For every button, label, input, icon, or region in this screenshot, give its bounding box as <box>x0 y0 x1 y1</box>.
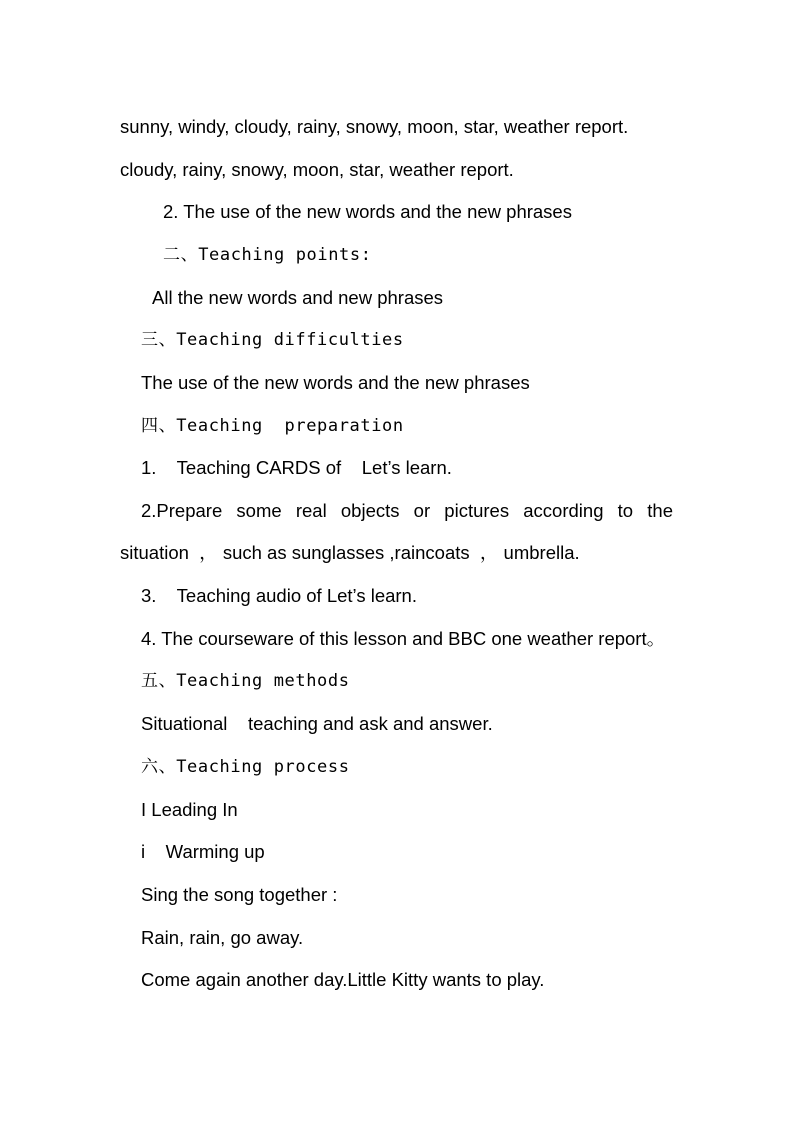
heading-teaching-points: 二、Teaching points: <box>163 245 372 265</box>
process-step-leading-in: I Leading In <box>141 799 238 820</box>
heading-teaching-preparation: 四、Teaching preparation <box>141 416 404 436</box>
song-lyric-2: Come again another day.Little Kitty wants to play. <box>141 969 545 990</box>
vocabulary-line-2: cloudy, rainy, snowy, moon, star, weather report. <box>120 159 514 180</box>
preparation-item-2: 2.Prepare some real objects or pictures according to the <box>141 500 673 521</box>
preparation-item-2-continued: situation ， such as sunglasses ,raincoats ， umbrella. <box>120 542 580 563</box>
preparation-item-1: 1. Teaching CARDS of Let’s learn. <box>141 457 452 478</box>
preparation-item-3: 3. Teaching audio of Let’s learn. <box>141 585 417 606</box>
heading-teaching-methods: 五、Teaching methods <box>141 671 350 691</box>
heading-teaching-difficulties: 三、Teaching difficulties <box>141 330 404 350</box>
vocabulary-line-1: sunny, windy, cloudy, rainy, snowy, moon, star, weather report. <box>120 116 629 137</box>
song-lyric-1: Rain, rain, go away. <box>141 927 304 948</box>
song-instruction: Sing the song together : <box>141 884 338 905</box>
teaching-difficulties-text: The use of the new words and the new phrases <box>141 372 530 393</box>
heading-teaching-process: 六、Teaching process <box>141 757 350 777</box>
teaching-points-text: All the new words and new phrases <box>152 287 444 308</box>
teaching-methods-text: Situational teaching and ask and answer. <box>141 713 493 734</box>
objective-item-2: 2. The use of the new words and the new phrases <box>163 201 572 222</box>
preparation-item-4: 4. The courseware of this lesson and BBC one weather report。 <box>141 628 666 649</box>
process-substep-warming-up: i Warming up <box>141 841 265 862</box>
